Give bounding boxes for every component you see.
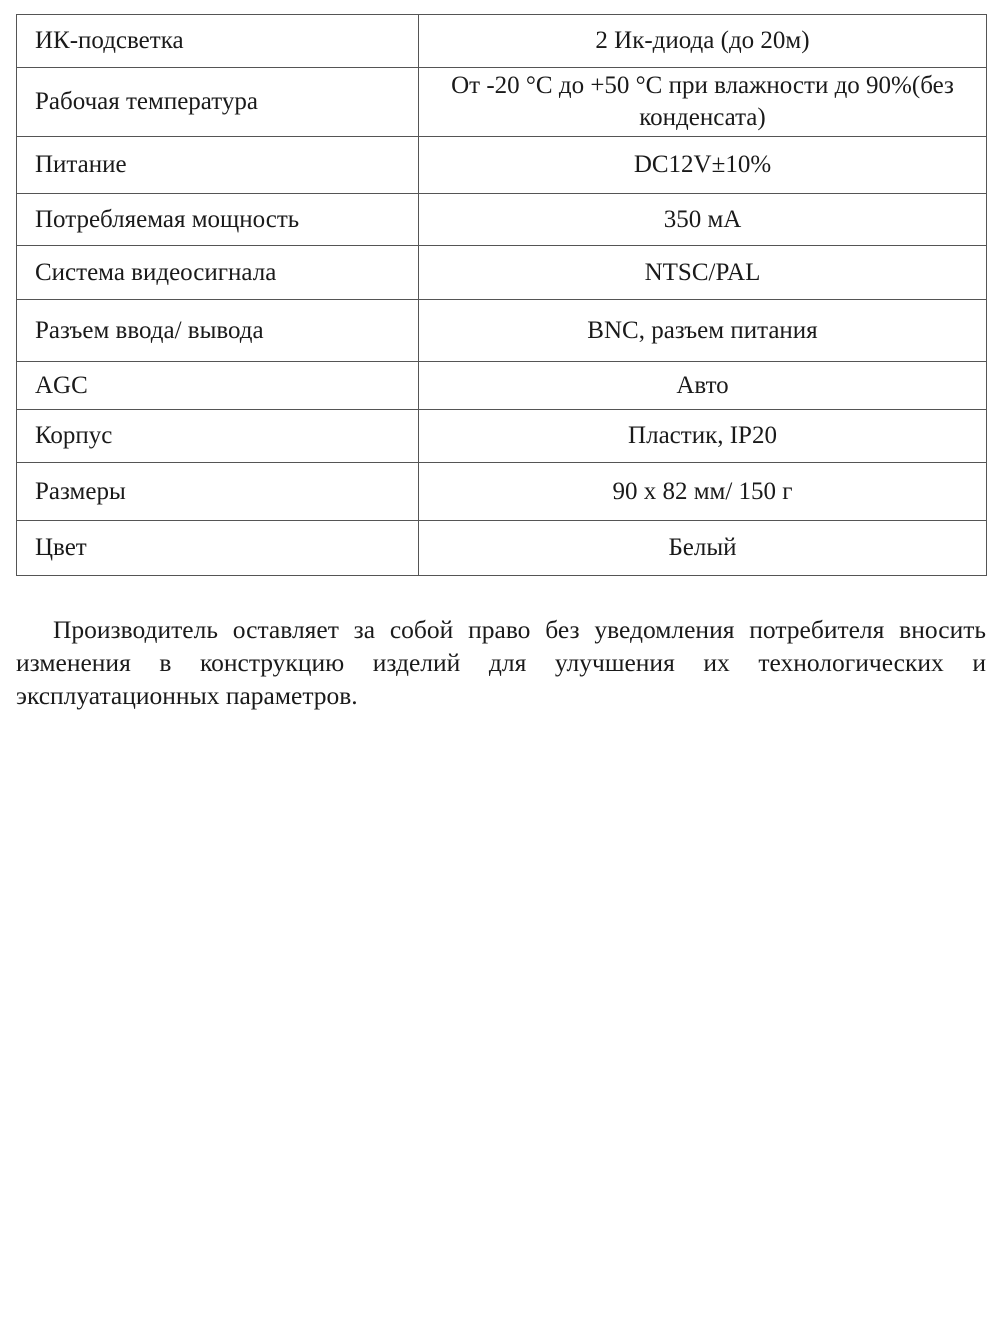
param-name: Разъем ввода/ вывода [17, 300, 419, 362]
table-row [17, 463, 987, 521]
param-name: Цвет [17, 521, 419, 576]
param-name: Рабочая температура [17, 68, 419, 137]
param-name: AGC [17, 362, 419, 410]
table-row [17, 194, 987, 246]
param-value: 90 x 82 мм/ 150 г [419, 463, 987, 521]
table-row [17, 246, 987, 300]
table-row [17, 68, 987, 137]
param-value: Авто [419, 362, 987, 410]
table-row [17, 15, 987, 68]
param-value: NTSC/PAL [419, 246, 987, 300]
param-name: Питание [17, 137, 419, 194]
specifications-table [16, 14, 987, 576]
param-value: Пластик, IP20 [419, 410, 987, 463]
table-row [17, 521, 987, 576]
param-value: Белый [419, 521, 987, 576]
table-row [17, 137, 987, 194]
param-name: Потребляемая мощность [17, 194, 419, 246]
param-value: 2 Ик-диода (до 20м) [419, 15, 987, 68]
table-row [17, 300, 987, 362]
param-name: Размеры [17, 463, 419, 521]
param-name: Система видеосигнала [17, 246, 419, 300]
manufacturer-disclaimer: Производитель оставляет за собой право без уведомления потребителя вносить изменения в конструкцию изделий для улучшения их технологических и эксплуатационных параметров. [16, 615, 986, 710]
param-value: DC12V±10% [419, 137, 987, 194]
table-row [17, 362, 987, 410]
param-name: Корпус [17, 410, 419, 463]
param-name: ИК-подсветка [17, 15, 419, 68]
param-value: 350 мА [419, 194, 987, 246]
table-row [17, 410, 987, 463]
param-value: От -20 °С до +50 °С при влажности до 90%(без конденсата) [419, 68, 987, 137]
param-value: BNC, разъем питания [419, 300, 987, 362]
